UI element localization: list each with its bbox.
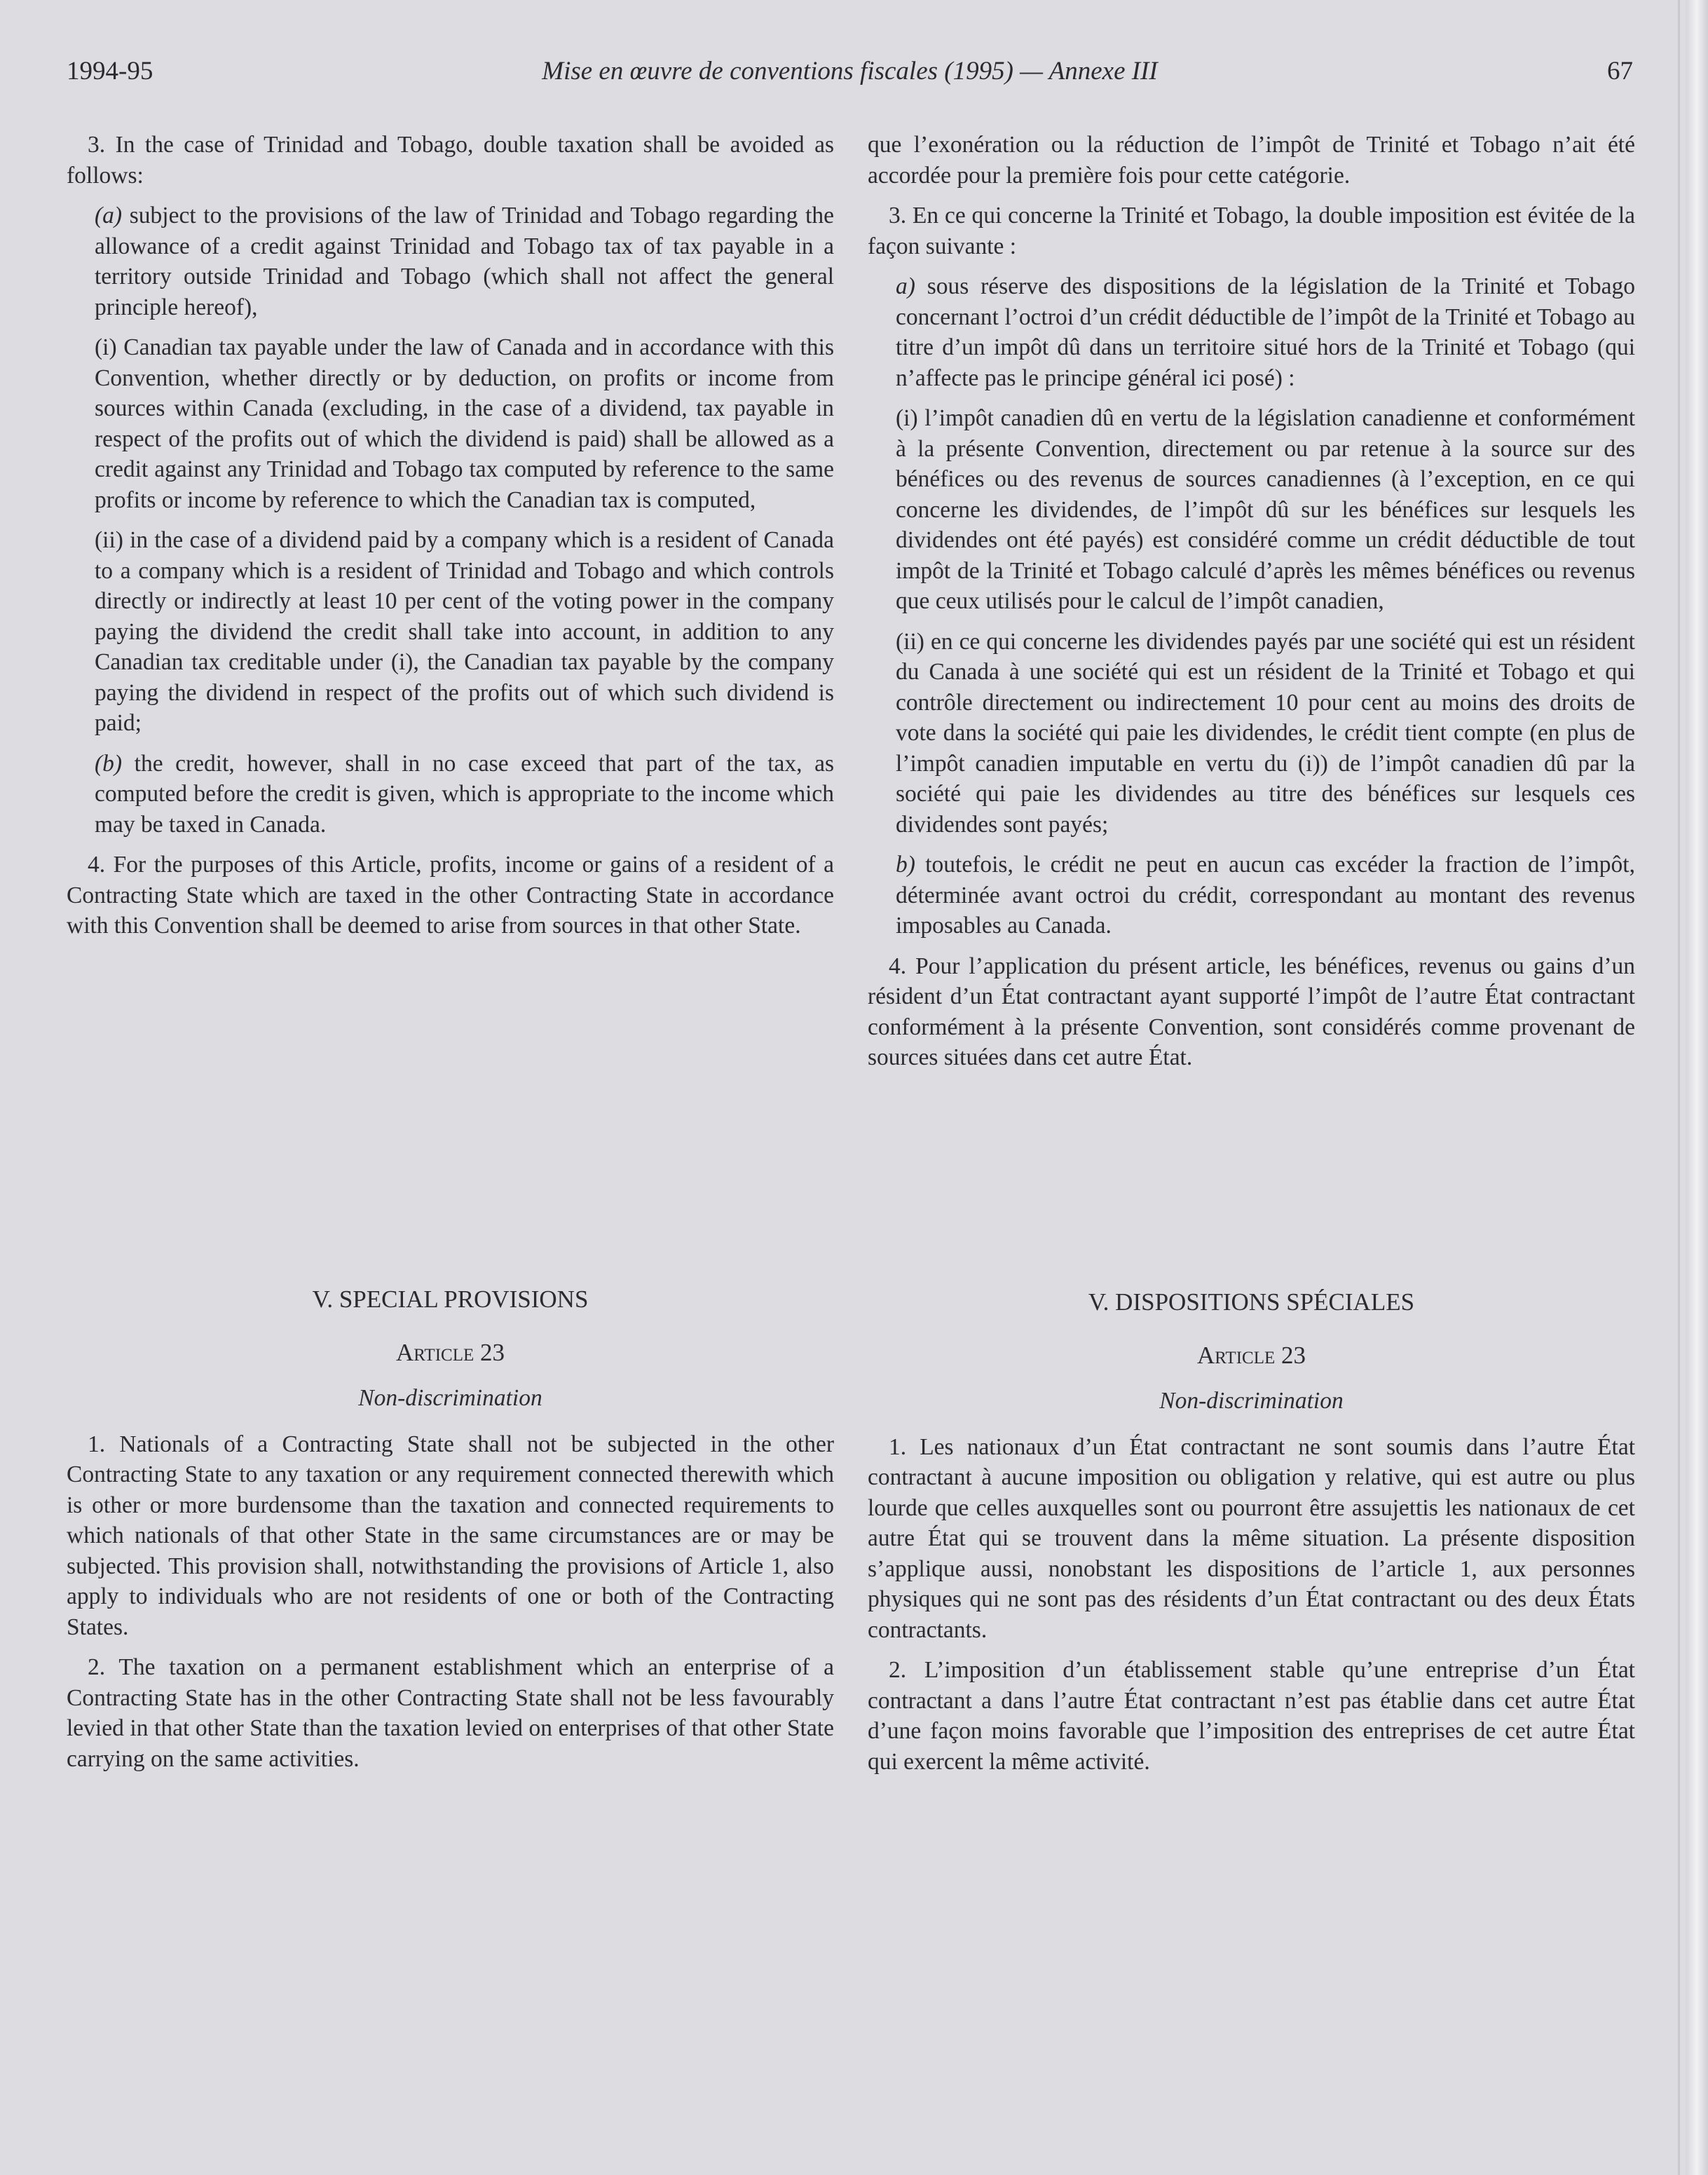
paragraph-3a-label: a) (896, 273, 915, 299)
page-edge-shadow (1686, 0, 1708, 2175)
paragraph-3b-label: (b) (95, 750, 123, 777)
paragraph-3a-i: (i) l’impôt canadien dû en vertu de la législation canadienne et conformément à la présente Convention, directement ou par retenue à la source sur des bénéfices ou des revenus de sources canadiennes (à l’exception, en ce qui concerne les dividendes, de l’impôt dû sur les bénéfices sur lesquels les dividendes ont été payés) est considéré comme un crédit déductible de tout impôt de la Trinité et Tobago calculé d’après les mêmes bénéfices ou revenus que ceux utilisés pour le calcul de l’impôt canadien, (896, 405, 1635, 614)
article-23-paragraph-2: 2. L’imposition d’un établissement stable qu’une entreprise d’un État contractant a dans l’autre État contractant n’est pas établie dans cet autre État d’une façon moins favorable que l’imposition des entreprises de cet autre État qui exercent la même activité. (868, 1657, 1635, 1775)
paragraph-3b-text: toutefois, le crédit ne peut en aucun cas excéder la fraction de l’impôt, déterminée avant octroi du crédit, correspondant au montant des revenus imposables au Canada. (896, 852, 1635, 939)
page-edge-line (1678, 0, 1680, 2175)
english-column-top (67, 130, 834, 951)
header-title: Mise en œuvre de conventions fiscales (1995) — Annexe III (542, 57, 1158, 86)
french-article-23 (868, 1287, 1635, 1787)
article-23-paragraph-1: 1. Les nationaux d’un État contractant ne sont soumis dans l’autre État contractant à aucune imposition ou obligation y relative, qui est autre ou plus lourde que celles auxquelles sont ou pourront être assujettis les nationaux de cet autre État qui se trouvent dans la même situation. La présente disposition s’applique aussi, nonobstant les dispositions de l’article 1, aux personnes physiques qui ne sont pas des résidents d’un État contractant ou des deux États contractants. (868, 1433, 1635, 1643)
paragraph-3-intro: 3. En ce qui concerne la Trinité et Tobago, la double imposition est évitée de la façon suivante : (868, 203, 1635, 259)
paragraph-3b (67, 749, 834, 840)
paragraph-3a-ii: (ii) en ce qui concerne les dividendes payés par une société qui est un résident du Canada à une société qui est un résident de la Trinité et Tobago et qui contrôle directement ou indirectement 10 pour cent au moins des droits de vote dans la société qui paie les dividendes, le crédit tient compte (en plus de l’impôt canadien imputable en vertu du (i)) de l’impôt canadien dû par la société qui paie les dividendes au titre des bénéfices sur lesquels ces dividendes sont payés; (896, 628, 1635, 838)
paragraph-3a (868, 271, 1635, 393)
paragraph-4: 4. For the purposes of this Article, profits, income or gains of a resident of a Contracting State which are taxed in the other Contracting State in accordance with this Convention shall be deemed to arise from sources in that other State. (67, 852, 834, 939)
paragraph-3-intro: 3. In the case of Trinidad and Tobago, double taxation shall be avoided as follows: (67, 132, 834, 189)
paragraph-3a-text: subject to the provisions of the law of Trinidad and Tobago regarding the allowance of a credit against Trinidad and Tobago tax of tax payable in a territory outside Trinidad and Tobago (which shall not affect the general principle hereof), (95, 203, 834, 320)
english-article-23 (67, 1284, 834, 1784)
french-column-top (868, 130, 1635, 1083)
page-number: 67 (1607, 57, 1633, 86)
article-heading: Article 23 (1196, 1341, 1306, 1369)
article-23-paragraph-1: 1. Nationals of a Contracting State shall not be subjected in the other Contracting State to any taxation or any requirement connected therewith which is other or more burdensome than the taxation and connected requirements to which nationals of that other State in the same circumstances are or may be subjected. This provision shall, notwithstanding the provisions of Article 1, also apply to individuals who are not residents of one or both of the Contracting States. (67, 1431, 834, 1640)
article-subheading: Non-discrimination (1159, 1388, 1344, 1414)
article-23-paragraph-2: 2. The taxation on a permanent establishment which an enterprise of a Contracting State has in the other Contracting State shall not be less favourably levied in that other State than the taxation levied on enterprises of that other State carrying on the same activities. (67, 1654, 834, 1772)
paragraph-3a-ii: (ii) in the case of a dividend paid by a company which is a resident of Canada to a company which is a resident of Trinidad and Tobago and which controls directly or indirectly at least 10 per cent of the voting power in the company paying the dividend the credit shall take into account, in addition to any Canadian tax creditable under (i), the Canadian tax payable by the company paying the dividend in respect of the profits out of which such dividend is paid; (95, 527, 834, 736)
paragraph-continuation: que l’exonération ou la réduction de l’impôt de Trinité et Tobago n’ait été accordée pour la première fois pour cette catégorie. (868, 132, 1635, 189)
paragraph-3a (67, 200, 834, 322)
paragraph-3a-text: sous réserve des dispositions de la législation de la Trinité et Tobago concernant l’octroi d’un crédit déductible de l’impôt de la Trinité et Tobago au titre d’un impôt dû dans un territoire situé hors de la Trinité et Tobago (qui n’affecte pas le principe général ici posé) : (896, 273, 1635, 391)
paragraph-3a-i: (i) Canadian tax payable under the law of Canada and in accordance with this Convention, whether directly or by deduction, on profits or income from sources within Canada (excluding, in the case of a dividend, tax payable in respect of the profits out of which the dividend is paid) shall be allowed as a credit against any Trinidad and Tobago tax computed by reference to the same profits or income by reference to which the Canadian tax is computed, (95, 334, 834, 513)
running-header (67, 56, 1633, 98)
article-subheading: Non-discrimination (358, 1385, 542, 1411)
paragraph-3a-label: (a) (95, 203, 123, 229)
section-heading: V. SPECIAL PROVISIONS (312, 1286, 589, 1313)
paragraph-3b (868, 850, 1635, 941)
paragraph-3b-text: the credit, however, shall in no case exceed that part of the tax, as computed before the credit is given, which is appropriate to the income which may be taxed in Canada. (95, 750, 834, 838)
paragraph-3b-label: b) (896, 852, 915, 878)
header-year: 1994-95 (67, 57, 153, 86)
paragraph-4: 4. Pour l’application du présent article, les bénéfices, revenus ou gains d’un résident d’un État contractant ayant supporté l’impôt de l’autre État contractant conformément à la présente Convention, sont considérés comme provenant de sources situées dans cet autre État. (868, 953, 1635, 1070)
article-heading: Article 23 (395, 1338, 505, 1366)
section-heading: V. DISPOSITIONS SPÉCIALES (1088, 1288, 1415, 1316)
